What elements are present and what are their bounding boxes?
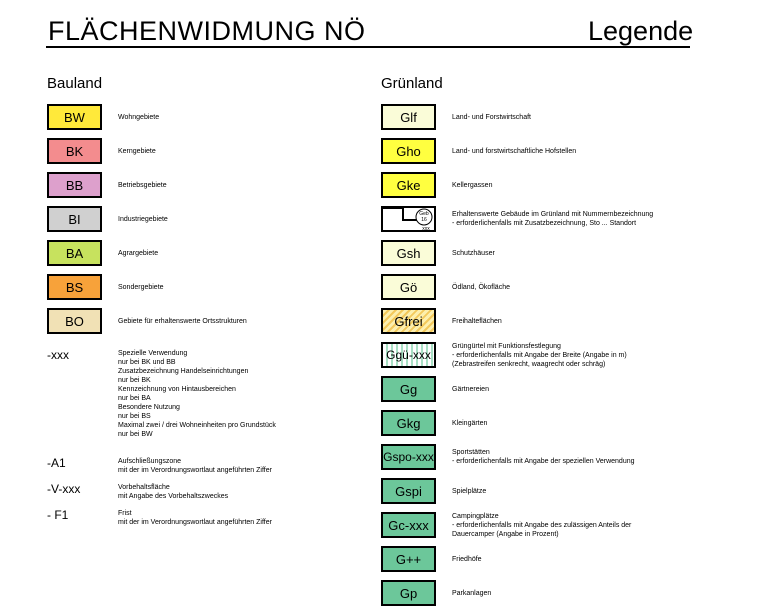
zone-label-line: Land- und Forstwirtschaft [452, 113, 531, 121]
zone-swatch-bb: BB [47, 172, 102, 198]
zone-label [452, 147, 576, 156]
zone-label-line: Grüngürtel mit Funktionsfestlegung [452, 342, 561, 350]
zone-swatch-ba: BA [47, 240, 102, 266]
symbol-suffix-text: xxx [422, 226, 430, 230]
suffix-description [118, 349, 276, 439]
zone-label [452, 113, 531, 122]
zone-label [452, 283, 510, 292]
zone-label-line: - erforderlichenfalls mit Angabe des zulässigen Anteils der [452, 521, 632, 529]
zone-label [452, 181, 492, 190]
suffix-line: nur bei BK und BB [118, 359, 176, 366]
zone-label-line: Campingplätze [452, 512, 499, 520]
zone-label [452, 487, 486, 496]
bauland-heading: Bauland [47, 75, 103, 92]
zone-swatch-bs: BS [47, 274, 102, 300]
zone-label [452, 419, 487, 428]
zone-label [452, 448, 635, 466]
symbol-top-text: Geb [419, 211, 429, 217]
zone-label: Betriebsgebiete [118, 182, 167, 189]
building-symbol-icon [383, 208, 434, 230]
suffix-line: Vorbehaltsfläche [118, 484, 170, 491]
suffix-line: Spezielle Verwendung [118, 350, 188, 357]
zone-label-line: (Zebrastreifen senkrecht, waagrecht oder schräg) [452, 360, 606, 368]
zone-swatch-bw: BW [47, 104, 102, 130]
zone-swatch-gfrei: Gfrei [381, 308, 436, 334]
suffix-description [118, 483, 228, 501]
gruenland-heading: Grünland [381, 75, 443, 92]
suffix-line: nur bei BW [118, 431, 153, 438]
zone-swatch-gspi: Gspi [381, 478, 436, 504]
zone-swatch-gp: Gp [381, 580, 436, 606]
zone-swatch-gsh: Gsh [381, 240, 436, 266]
zone-label-line: Parkanlagen [452, 589, 492, 597]
zone-label: Industriegebiete [118, 216, 168, 223]
suffix-line: Zusatzbezeichnung Handelseinrichtungen [118, 368, 249, 375]
suffix-line: Maximal zwei / drei Wohneinheiten pro Grundstück [118, 422, 276, 429]
zone-swatch-gö: Gö [381, 274, 436, 300]
symbol-number-text: 16 [421, 217, 427, 223]
zone-label: Wohngebiete [118, 114, 160, 121]
zone-swatch-gcxxx: Gc-xxx [381, 512, 436, 538]
zone-swatch-gho: Gho [381, 138, 436, 164]
zone-label-line: - erforderlichenfalls mit Angabe der Breite (Angabe in m) [452, 351, 627, 359]
zone-swatch-g: G++ [381, 546, 436, 572]
suffix-description [118, 509, 272, 527]
title-rule [46, 46, 690, 48]
zone-label [452, 589, 491, 598]
zone-label-line: Erhaltenswerte Gebäude im Grünland mit Nummernbezeichnung [452, 211, 654, 218]
suffix-line: Kennzeichnung von Hintausbereichen [118, 386, 236, 393]
suffix-line: mit Angabe des Vorbehaltszweckes [118, 493, 229, 500]
suffix-line: nur bei BS [118, 413, 151, 420]
zone-label: Kerngebiete [118, 148, 156, 155]
suffix-description [118, 457, 272, 475]
zone-label-line: Freihalteflächen [452, 317, 502, 325]
zone-label [452, 317, 502, 326]
page-title: FLÄCHENWIDMUNG NÖ [48, 16, 366, 46]
zone-label-line: Friedhöfe [452, 555, 482, 563]
zone-label-line: Kellergassen [452, 181, 493, 189]
zone-label: Agrargebiete [118, 250, 159, 257]
zone-label [452, 249, 495, 258]
zone-label [452, 385, 489, 394]
suffix-code: -A1 [47, 456, 66, 470]
suffix-line: Besondere Nutzung [118, 404, 180, 411]
zone-label [452, 210, 653, 228]
suffix-code: -xxx [47, 348, 69, 362]
suffix-code: -V-xxx [47, 482, 81, 496]
zone-swatch-gg: Gg [381, 376, 436, 402]
zone-label-line: Spielplätze [452, 487, 487, 495]
suffix-line: nur bei BK [118, 377, 151, 384]
zone-label: Sondergebiete [118, 284, 164, 291]
zone-label-line: Ödland, Ökofläche [452, 283, 510, 291]
zone-swatch-ggüxxx: Ggü-xxx [381, 342, 436, 368]
zone-label [452, 555, 482, 564]
zone-swatch-bk: BK [47, 138, 102, 164]
suffix-line: mit der im Verordnungswortlaut angeführten Ziffer [118, 467, 272, 474]
zone-label-line: Schutzhäuser [452, 249, 495, 257]
zone-swatch-gkg: Gkg [381, 410, 436, 436]
zone-label-line: Sportstätten [452, 449, 490, 456]
zone-label-line: Kleingärten [452, 419, 488, 427]
zone-label [452, 342, 627, 369]
zone-swatch-gspoxxx: Gspo-xxx [381, 444, 436, 470]
zone-swatch-bi: BI [47, 206, 102, 232]
suffix-code: - F1 [47, 508, 69, 522]
suffix-line: nur bei BA [118, 395, 151, 402]
zone-swatch-glf: Glf [381, 104, 436, 130]
legend-heading: Legende [588, 16, 694, 46]
suffix-line: Frist [118, 510, 132, 517]
zone-label-line: Land- und forstwirtschaftliche Hofstellen [452, 147, 577, 155]
zone-swatch-gke: Gke [381, 172, 436, 198]
suffix-line: Aufschließungszone [118, 458, 182, 465]
suffix-line: mit der im Verordnungswortlaut angeführten Ziffer [118, 519, 272, 526]
zone-label-line: Gärtnereien [452, 385, 489, 393]
zone-label [452, 512, 631, 539]
zone-label: Gebiete für erhaltenswerte Ortsstrukturen [118, 318, 247, 325]
zone-swatch-bo: BO [47, 308, 102, 334]
zone-swatch-gebaeude [381, 206, 436, 232]
zone-label-line: - erforderlichenfalls mit Zusatzbezeichnung, Sto ... Standort [452, 220, 637, 227]
zone-label-line: - erforderlichenfalls mit Angabe der speziellen Verwendung [452, 458, 635, 465]
zone-label-line: Dauercamper (Angabe in Prozent) [452, 530, 559, 538]
